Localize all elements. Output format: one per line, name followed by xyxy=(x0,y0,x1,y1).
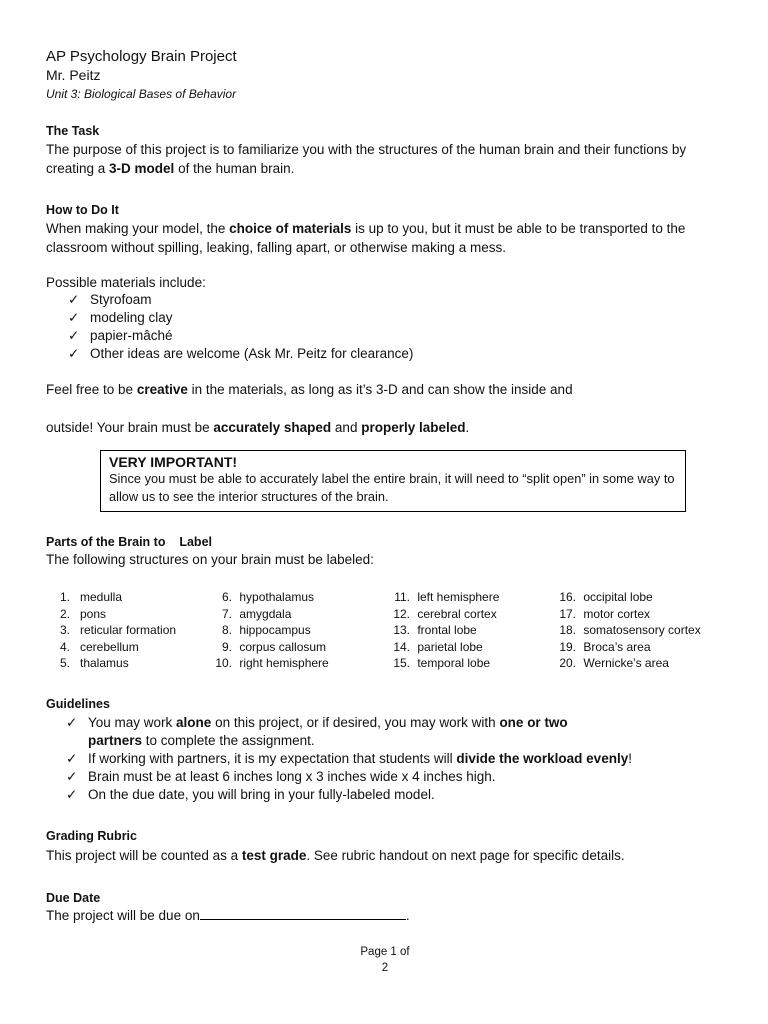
grading-heading: Grading Rubric xyxy=(46,829,137,843)
list-item: 1. medulla xyxy=(59,590,123,604)
important-box xyxy=(100,450,686,512)
list-item: ✓ If working with partners, it is my expectation that students will divide the workload evenly! xyxy=(66,751,632,766)
creative-line: Feel free to be creative in the materials, as long as it’s 3-D and can show the inside and xyxy=(46,382,573,397)
due-line: The project will be due on . xyxy=(46,908,410,923)
task-heading: The Task xyxy=(46,124,100,138)
list-item: ✓ On the due date, you will bring in your fully-labeled model. xyxy=(66,787,435,802)
due-date-blank[interactable] xyxy=(200,907,406,920)
checkmark-icon: ✓ xyxy=(66,751,78,766)
list-item: ✓ Other ideas are welcome (Ask Mr. Peitz for clearance) xyxy=(68,346,414,361)
important-title: VERY IMPORTANT! xyxy=(109,454,238,470)
teacher-name: Mr. Peitz xyxy=(46,67,101,83)
due-heading: Due Date xyxy=(46,891,101,905)
checkmark-icon: ✓ xyxy=(68,328,80,343)
checkmark-icon: ✓ xyxy=(68,346,80,361)
list-item: ✓ Styrofoam xyxy=(68,292,152,307)
materials-list xyxy=(68,291,413,363)
list-item: 10. right hemisphere xyxy=(215,656,329,670)
list-item: 15. temporal lobe xyxy=(393,656,491,670)
list-item: ✓ modeling clay xyxy=(68,310,173,325)
parts-heading: Parts of the Brain to Label xyxy=(46,535,212,549)
parts-column-1 xyxy=(46,589,176,672)
how-heading: How to Do It xyxy=(46,203,119,217)
list-item: ✓ Brain must be at least 6 inches long x 3 inches wide x 4 inches high. xyxy=(66,769,496,784)
list-item: 11. left hemisphere xyxy=(394,590,500,604)
how-paragraph: When making your model, the choice of materials is up to you, but it must be able to be transported to the classroom without spilling, leaking, falling apart, or otherwise making a mess. xyxy=(46,221,686,255)
unit-subtitle: Unit 3: Biological Bases of Behavior xyxy=(46,87,237,101)
list-item: 6. hypothalamus xyxy=(221,590,315,604)
list-item-continuation: partners to complete the assignment. xyxy=(88,733,315,748)
parts-intro: The following structures on your brain must be labeled: xyxy=(46,552,374,567)
important-text: Since you must be able to accurately label the entire brain, it will need to “split open” in some way to allow us to see the interior structures of the brain. xyxy=(109,471,675,504)
checkmark-icon: ✓ xyxy=(66,787,78,802)
list-item: 16. occipital lobe xyxy=(559,590,653,604)
list-item: 4. cerebellum xyxy=(59,639,139,654)
document-title: AP Psychology Brain Project xyxy=(46,48,237,65)
parts-column-3 xyxy=(390,589,499,672)
checkmark-icon: ✓ xyxy=(66,769,78,784)
list-item: 17. motor cortex xyxy=(559,606,651,621)
parts-column-4 xyxy=(556,589,701,672)
list-item: 13. frontal lobe xyxy=(393,623,477,637)
outside-line: outside! Your brain must be accurately shaped and properly labeled. xyxy=(46,420,470,435)
list-item: 7. amygdala xyxy=(221,606,292,621)
task-paragraph: The purpose of this project is to familiarize you with the structures of the human brain and their functions by creating a 3-D model of the human brain. xyxy=(46,142,687,176)
grading-paragraph: This project will be counted as a test grade. See rubric handout on next page for specific details. xyxy=(46,848,625,863)
list-item: 19. Broca’s area xyxy=(559,639,651,654)
guidelines-heading: Guidelines xyxy=(46,697,110,711)
page-number: Page 1 of 2 xyxy=(360,946,410,974)
list-item: 5. thalamus xyxy=(59,656,129,670)
materials-intro: Possible materials include: xyxy=(46,275,206,290)
checkmark-icon: ✓ xyxy=(68,292,80,307)
list-item: ✓ You may work alone on this project, or if desired, you may work with one or two xyxy=(66,715,568,730)
list-item: 2. pons xyxy=(59,606,107,621)
parts-column-2 xyxy=(212,589,329,672)
list-item: 8. hippocampus xyxy=(221,623,311,637)
list-item: 18. somatosensory cortex xyxy=(559,623,701,637)
list-item: 3. reticular formation xyxy=(59,623,177,637)
list-item: 14. parietal lobe xyxy=(393,639,483,654)
checkmark-icon: ✓ xyxy=(66,715,78,730)
list-item: 20. Wernicke’s area xyxy=(559,656,669,670)
list-item: ✓ papier-mâché xyxy=(68,328,173,343)
list-item: 9. corpus callosum xyxy=(221,639,327,654)
checkmark-icon: ✓ xyxy=(68,310,80,325)
list-item: 12. cerebral cortex xyxy=(393,606,497,621)
